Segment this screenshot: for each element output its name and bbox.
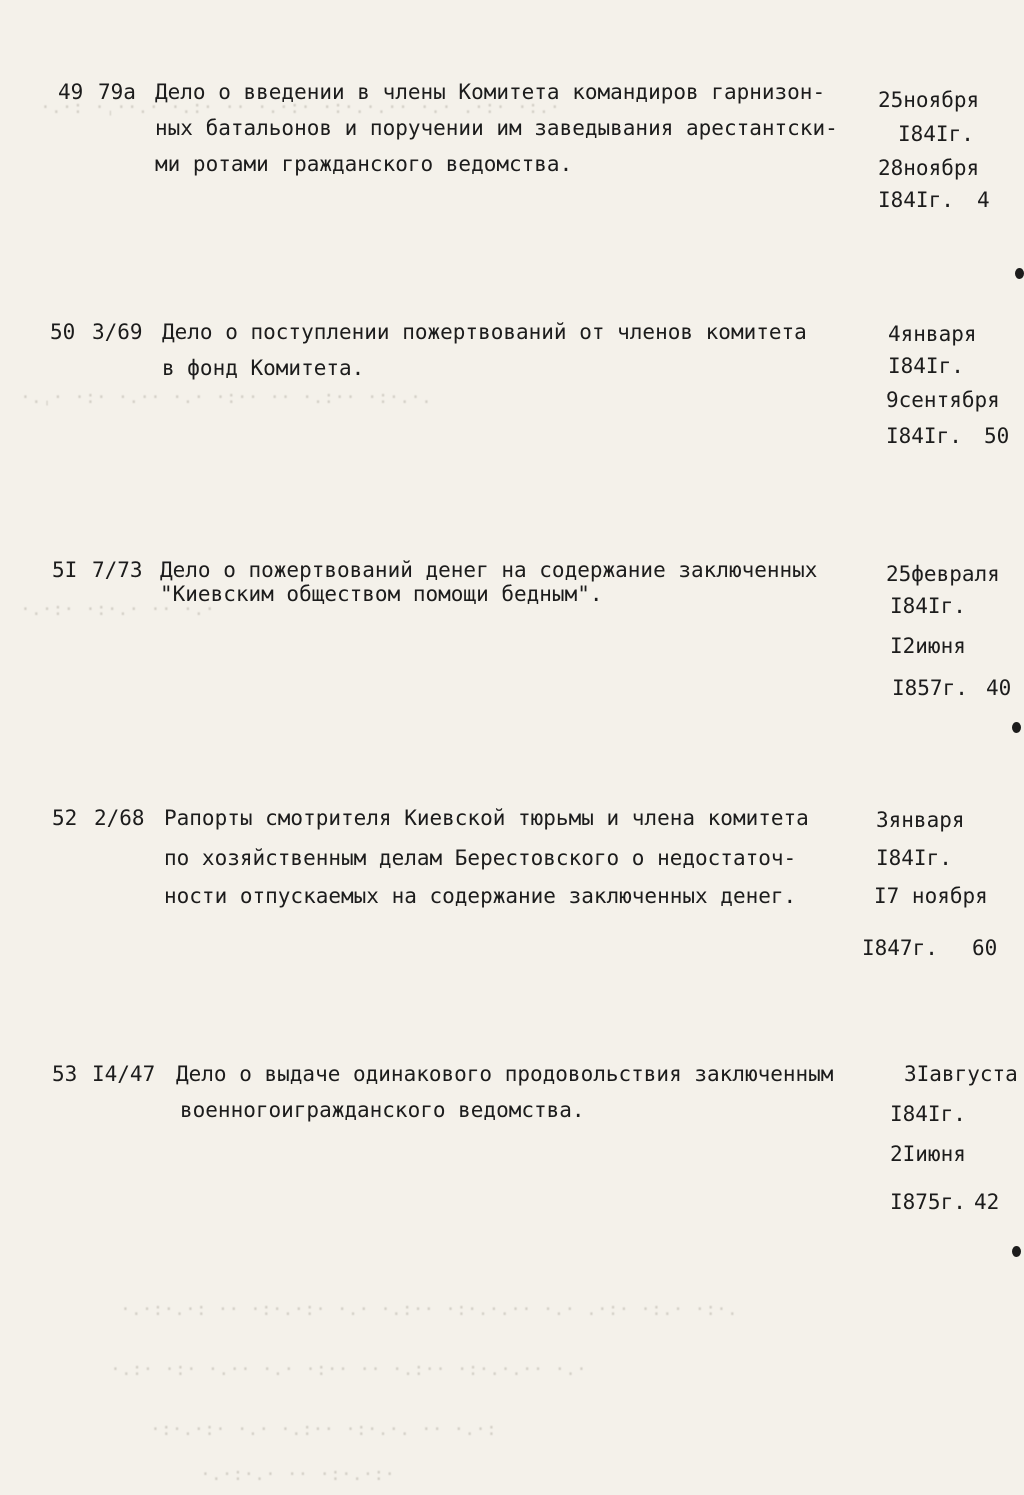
entry-number: 50	[50, 320, 76, 344]
case-title-line: Дело о введении в члены Комитета командиров гарнизон-	[155, 80, 826, 104]
bleed-through-text: ·.·:·.· ·· ·:·.·:·	[200, 1464, 396, 1485]
start-year: I84Iг.	[888, 354, 964, 378]
entry-number: 49	[58, 80, 84, 104]
start-year: I84Iг.	[890, 1102, 966, 1126]
case-title-line: ми ротами гражданского ведомства.	[155, 152, 573, 176]
bleed-through-text: ·.·:· ·:·.· ·· ·.·	[20, 599, 216, 620]
bleed-through-text: ·.:· ·:· ·.·· ·.· ·:·· ·· ·.:·· ·:·.·.·· ·.·	[110, 1359, 587, 1380]
case-code: 7/73	[92, 558, 143, 582]
case-title-line: по хозяйственным делам Берестовского о недостаточ-	[164, 846, 797, 870]
sheet-count: 40	[986, 676, 1012, 700]
binding-hole-mark	[1015, 268, 1024, 279]
sheet-count: 50	[984, 424, 1010, 448]
binding-hole-mark	[1012, 722, 1021, 733]
end-year: I84Iг.	[878, 188, 954, 212]
case-title-line: Дело о пожертвований денег на содержание заключенных	[160, 558, 818, 582]
start-date: 25ноября	[878, 88, 980, 112]
start-date: 3Iавгуста	[904, 1062, 1018, 1086]
end-date: 2Iиюня	[890, 1142, 966, 1166]
entry-number: 5I	[52, 558, 78, 582]
start-year: I84Iг.	[898, 122, 974, 146]
entry-number: 52	[52, 806, 78, 830]
case-code: 3/69	[92, 320, 143, 344]
sheet-count: 4	[977, 188, 990, 212]
end-year: I875г.	[890, 1190, 966, 1214]
binding-hole-mark	[1012, 1246, 1021, 1257]
entry-number: 53	[52, 1062, 78, 1086]
start-date: 3января	[876, 808, 965, 832]
end-year: I84Iг.	[886, 424, 962, 448]
start-year: I84Iг.	[876, 846, 952, 870]
end-date: I2июня	[890, 634, 966, 658]
case-title-line: Дело о выдаче одинакового продовольствия заключенным	[176, 1062, 834, 1086]
end-date: 9сентября	[886, 388, 1000, 412]
bleed-through-text: ·.·:·.·: ·· ·:·.·:· ·.· ·.:·· ·:·.·.·· ·.· .·:· ·:.· ·:·.	[120, 1299, 738, 1320]
bleed-through-text: ·.ˌ· ·:· ·.·· ·.· ·:·· ·· ·.:·· ·:·.·.	[20, 387, 432, 408]
case-title-line: в фонд Комитета.	[162, 356, 365, 380]
case-title-line: "Киевским обществом помощи бедным".	[160, 582, 603, 606]
case-title-line: Дело о поступлении пожертвований от членов комитета	[162, 320, 807, 344]
case-title-line: ных батальонов и поручении им заведывания арестантски-	[155, 116, 838, 140]
sheet-count: 60	[972, 936, 998, 960]
end-date: I7 ноября	[874, 884, 988, 908]
bleed-through-text: ·:·.·:· ·.· ·.:·· ·:·.·. ·· ·.·:	[150, 1419, 497, 1440]
end-date: 28ноября	[878, 156, 980, 180]
case-title-line: военногоигражданского ведомства.	[180, 1098, 585, 1122]
bleed-through-text: ·.·: ·ˌ··.· ·.:· ·· ·.·:· ·:·.·.·· ·.· .·:· ·:.·	[40, 97, 561, 118]
case-code: 2/68	[94, 806, 145, 830]
case-title-line: Рапорты смотрителя Киевской тюрьмы и члена комитета	[164, 806, 809, 830]
case-code: 79а	[98, 80, 136, 104]
end-year: I857г.	[892, 676, 968, 700]
case-code: I4/47	[92, 1062, 156, 1086]
start-date: 4января	[888, 322, 977, 346]
end-year: I847г.	[862, 936, 938, 960]
case-title-line: ности отпускаемых на содержание заключенных денег.	[164, 884, 797, 908]
start-date: 25февраля	[886, 562, 1000, 586]
start-year: I84Iг.	[890, 594, 966, 618]
sheet-count: 42	[974, 1190, 1000, 1214]
